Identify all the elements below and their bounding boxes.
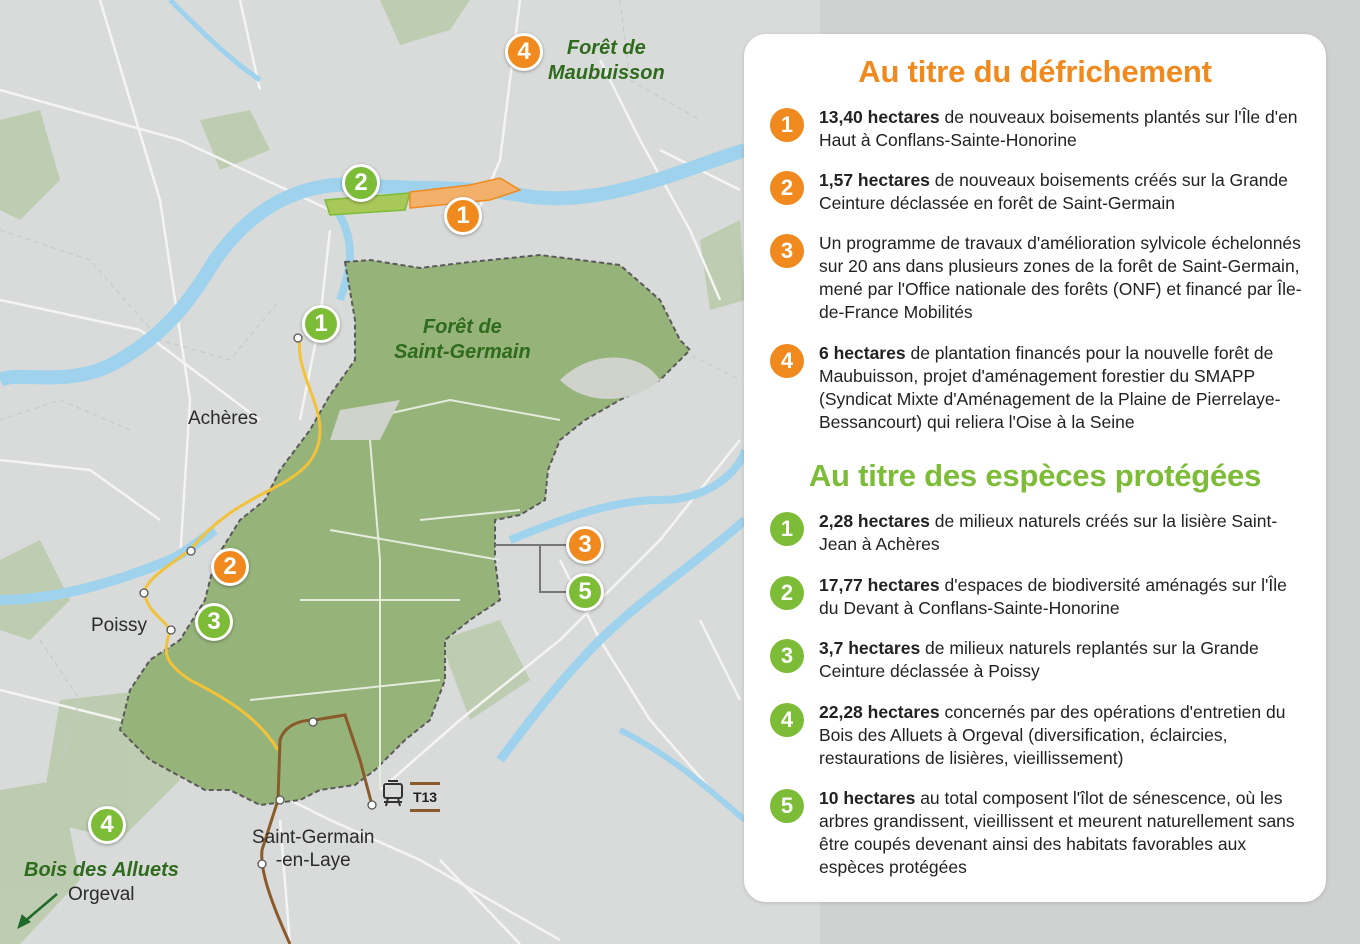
item-text: 6 hectares de plantation financés pour la nouvelle forêt de Maubuisson, projet d'aménagement forestier du SMAPP (Syndicat Mixte d'Aménagement de la Plaine de Pierrelaye-Bessancourt) qui reliera l'Oise à la Seine bbox=[819, 343, 1281, 432]
place-label-saint-germain-en-laye: Saint-Germain -en-Laye bbox=[252, 827, 375, 871]
tram-icon bbox=[380, 780, 406, 808]
especes-item-3 bbox=[770, 637, 1306, 683]
item-number-badge: 2 bbox=[770, 171, 804, 205]
map-marker-green-3-poissy[interactable]: 3 bbox=[195, 603, 233, 641]
place-label-acheres: Achères bbox=[188, 408, 258, 429]
item-text: 10 hectares au total composent l'îlot de sénescence, où les arbres grandissent, vieillissent et meurent naturellement sans être coupés devenant ainsi des habitats favorables aux espèces protégées bbox=[819, 788, 1295, 877]
especes-item-5 bbox=[770, 787, 1306, 879]
item-text: 22,28 hectares concernés par des opérations d'entretien du Bois des Alluets à Orgeval (diversification, éclaircies, restaurations de lisières, vieillissement) bbox=[819, 702, 1286, 768]
item-text: 13,40 hectares de nouveaux boisements plantés sur l'Île d'en Haut à Conflans-Sainte-Honorine bbox=[819, 107, 1298, 150]
item-number-badge: 1 bbox=[770, 512, 804, 546]
defrichement-title: Au titre du défrichement bbox=[858, 54, 1212, 89]
map-marker-green-5-east[interactable]: 5 bbox=[566, 573, 604, 611]
place-label-orgeval: Orgeval bbox=[68, 884, 135, 905]
defrichement-item-4 bbox=[770, 342, 1306, 434]
map-marker-orange-2-grande-ceinture[interactable]: 2 bbox=[211, 548, 249, 586]
item-text: 3,7 hectares de milieux naturels replantés sur la Grande Ceinture déclassée à Poissy bbox=[819, 638, 1259, 681]
defrichement-item-1 bbox=[770, 106, 1306, 152]
forest-label-bois-des-alluets: Bois des Alluets bbox=[24, 859, 179, 881]
map-marker-orange-3-east[interactable]: 3 bbox=[566, 526, 604, 564]
defrichement-item-3 bbox=[770, 232, 1306, 324]
forest-label-maubuisson: Forêt de Maubuisson bbox=[548, 37, 665, 84]
item-number-badge: 2 bbox=[770, 576, 804, 610]
forest-label-saint-germain: Forêt de Saint-Germain bbox=[394, 316, 531, 363]
map-marker-orange-4-maubuisson[interactable]: 4 bbox=[505, 33, 543, 71]
map-marker-green-1-lisiere[interactable]: 1 bbox=[302, 305, 340, 343]
place-label-poissy: Poissy bbox=[91, 615, 147, 636]
item-number-badge: 1 bbox=[770, 108, 804, 142]
item-text: 1,57 hectares de nouveaux boisements créés sur la Grande Ceinture déclassée en forêt de Saint-Germain bbox=[819, 170, 1288, 213]
especes-item-4 bbox=[770, 701, 1306, 770]
item-number-badge: 4 bbox=[770, 703, 804, 737]
map-marker-green-4-alluets[interactable]: 4 bbox=[88, 806, 126, 844]
tram-line-badge: T13 bbox=[410, 782, 440, 812]
item-text: Un programme de travaux d'amélioration sylvicole échelonnés sur 20 ans dans plusieurs zones de la forêt de Saint-Germain, mené par l'Office nationale des forêts (ONF) et financé par Île-de-France Mobilités bbox=[819, 233, 1302, 322]
especes-protegees-title: Au titre des espèces protégées bbox=[808, 458, 1262, 493]
item-number-badge: 5 bbox=[770, 789, 804, 823]
item-text: 2,28 hectares de milieux naturels créés sur la lisière Saint-Jean à Achères bbox=[819, 511, 1278, 554]
info-panel bbox=[744, 34, 1326, 902]
item-number-badge: 3 bbox=[770, 234, 804, 268]
item-number-badge: 4 bbox=[770, 344, 804, 378]
item-number-badge: 3 bbox=[770, 639, 804, 673]
item-text: 17,77 hectares d'espaces de biodiversité aménagés sur l'Île du Devant à Conflans-Sainte-Honorine bbox=[819, 575, 1287, 618]
map-marker-orange-1-ile-haut[interactable]: 1 bbox=[444, 197, 482, 235]
especes-item-2 bbox=[770, 574, 1306, 620]
defrichement-item-2 bbox=[770, 169, 1306, 215]
map-marker-green-2-ile-devant[interactable]: 2 bbox=[342, 164, 380, 202]
especes-item-1 bbox=[770, 510, 1306, 556]
